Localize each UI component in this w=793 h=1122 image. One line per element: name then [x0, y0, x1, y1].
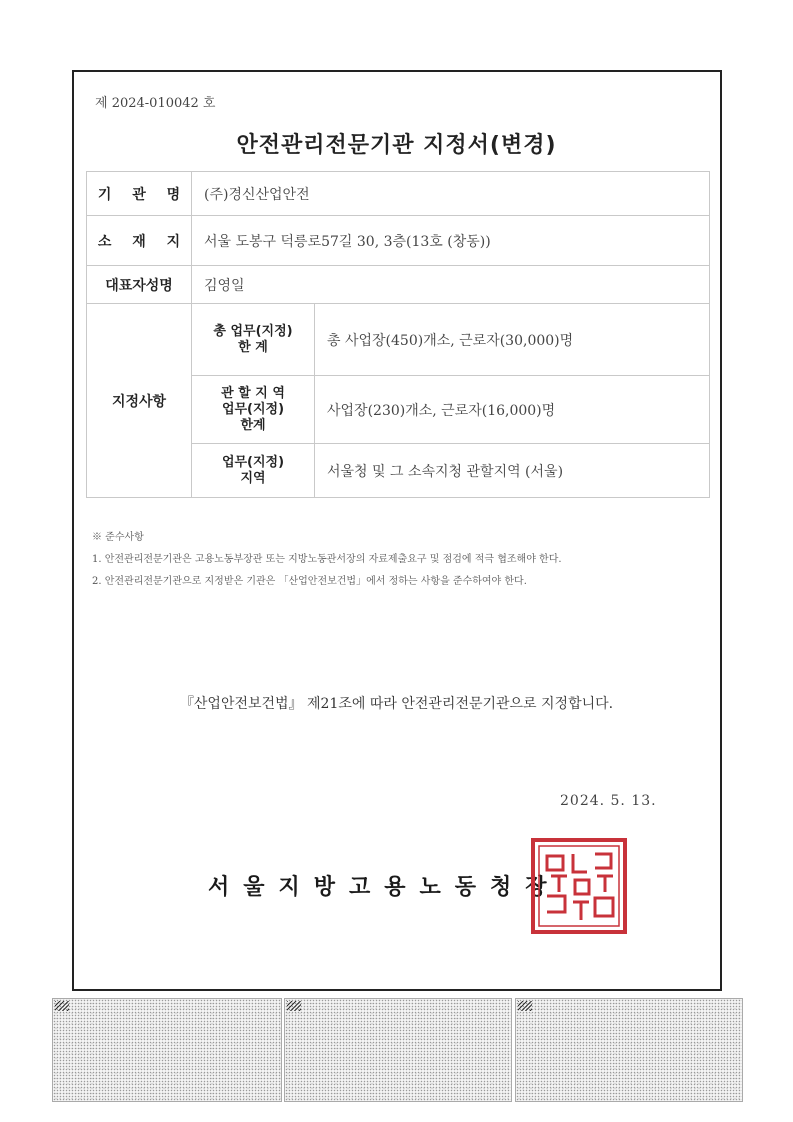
designation-label: 지정사항 [87, 304, 192, 498]
jurisdiction-limit-value: 사업장(230)개소, 근로자(16,000)명 [315, 376, 710, 444]
notes-item-2: 2. 안전관리전문기관으로 지정받은 기관은 「산업안전보건법」에서 정하는 사항을 준수하여야 한다. [92, 576, 527, 587]
declaration-text: 『산업안전보건법』 제21조에 따라 안전관리전문기관으로 지정합니다. [179, 696, 614, 712]
stamp-hatch-icon [518, 1001, 532, 1011]
designation-table [86, 171, 710, 498]
total-limit-value: 총 사업장(450)개소, 근로자(30,000)명 [315, 304, 710, 376]
notes-heading: ※ 준수사항 [92, 532, 144, 543]
work-area-value: 서울청 및 그 소속지청 관할지역 (서울) [315, 444, 710, 498]
work-area-label: 업무(지정) 지역 [192, 444, 315, 498]
revenue-stamp-2 [284, 998, 512, 1102]
address-label: 소 재 지 [87, 216, 192, 266]
representative-value: 김영일 [192, 266, 710, 304]
stamp-hatch-icon [55, 1001, 69, 1011]
issuer-name: 서울지방고용노동청장 [208, 875, 561, 900]
representative-label: 대표자성명 [87, 266, 192, 304]
address-value: 서울 도봉구 덕릉로57길 30, 3층(13호 (창동)) [192, 216, 710, 266]
document-title: 안전관리전문기관 지정서(변경) [236, 133, 557, 158]
revenue-stamp-3 [515, 998, 743, 1102]
compliance-notes [92, 527, 562, 593]
revenue-stamp-1 [52, 998, 282, 1102]
stamp-hatch-icon [287, 1001, 301, 1011]
jurisdiction-limit-label: 관 할 지 역 업무(지정) 한계 [192, 376, 315, 444]
notes-item-1: 1. 안전관리전문기관은 고용노동부장관 또는 지방노동관서장의 자료제출요구 및 점검에 적극 협조해야 한다. [92, 554, 562, 565]
org-name-label: 기 관 명 [87, 172, 192, 216]
total-limit-label: 총 업무(지정) 한 계 [192, 304, 315, 376]
official-seal-icon [529, 836, 629, 936]
org-name-value: (주)경신산업안전 [192, 172, 710, 216]
issue-date: 2024. 5. 13. [560, 793, 657, 809]
certificate-number: 제 2024-010042 호 [95, 96, 216, 111]
